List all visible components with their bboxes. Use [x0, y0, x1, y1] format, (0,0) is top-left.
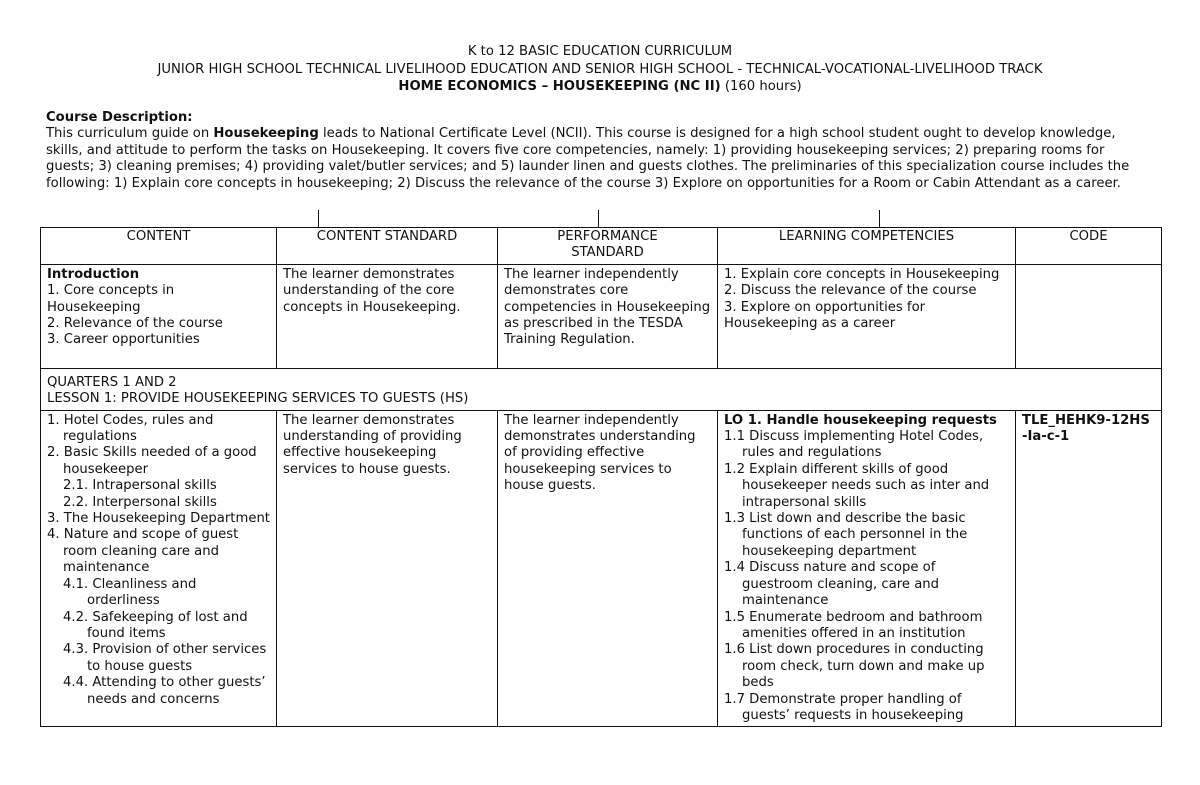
list-item: 1.1 Discuss implementing Hotel Codes, rules and regulations [724, 429, 984, 461]
lesson1-content-standard: The learner demonstrates understanding of providing effective housekeeping services to house guests. [277, 410, 498, 727]
lesson-label: LESSON 1: PROVIDE HOUSEKEEPING SERVICES TO GUESTS (HS) [47, 391, 469, 407]
col-header-learning-competencies: LEARNING COMPETENCIES [718, 228, 1016, 265]
list-item: 3. Career opportunities [47, 332, 200, 348]
quarter-label: QUARTERS 1 AND 2 [47, 374, 177, 390]
list-item: 2. Relevance of the course [47, 316, 223, 332]
intro-title: Introduction [47, 266, 140, 282]
intro-content-standard: The learner demonstrates understanding of the core concepts in Housekeeping. [277, 264, 498, 368]
column-tick-mark [598, 210, 599, 227]
list-item: 4. Nature and scope of guest room cleaning care and maintenance [47, 527, 239, 576]
table-row-introduction [41, 264, 1162, 368]
course-description-label: Course Description: [46, 110, 193, 125]
course-hours: (160 hours) [724, 79, 802, 94]
column-tick-mark [879, 210, 880, 227]
list-item: 2. Discuss the relevance of the course [724, 283, 977, 299]
col-header-content-standard: CONTENT STANDARD [277, 228, 498, 265]
col-header-content: CONTENT [41, 228, 277, 265]
list-item: 1. Core concepts in Housekeeping [47, 283, 175, 315]
list-item: 3. The Housekeeping Department [47, 511, 270, 527]
list-item: 1.3 List down and describe the basic functions of each personnel in the housekeeping department [724, 511, 968, 559]
doc-title: K to 12 BASIC EDUCATION CURRICULUM [467, 44, 733, 59]
list-item: 1.5 Enumerate bedroom and bathroom amenities offered in an institution [724, 609, 983, 641]
intro-performance-standard: The learner independently demonstrates core competencies in Housekeeping as prescribed in the TESDA Training Regulation. [498, 264, 718, 368]
column-tick-mark [318, 210, 319, 227]
list-item: 2. Basic Skills needed of a good housekeeper [47, 445, 257, 477]
col-header-code: CODE [1016, 228, 1162, 265]
intro-competencies-cell [718, 264, 1016, 368]
list-item: 2.2. Interpersonal skills [63, 494, 217, 510]
list-item: 1.2 Explain different skills of good housekeeper needs such as inter and intrapersonal skills [724, 461, 990, 510]
list-item: 1.7 Demonstrate proper handling of guests’ requests in housekeeping [724, 691, 964, 723]
intro-content-cell [41, 264, 277, 368]
list-item: 4.3. Provision of other services to house guests [63, 642, 267, 674]
course-description-text: This curriculum guide on Housekeeping leads to National Certificate Level (NCII). This course is designed for a high school student ought to develop knowledge, skills, and attitude to perform the tasks on Housekeeping. It covers five core competencies, namely: 1) providing housekeeping services; 2) preparing rooms for guests; 3) cleaning premises; 4) providing valet/butler services; and 5) launder linen and guests clothes. The preliminaries of this specialization course includes the following: 1) Explain core concepts in housekeeping; 2) Discuss the relevance of the course 3) Explore on opportunities for a Room or Cabin Attendant as a career. [46, 126, 1130, 191]
learning-outcome-title: LO 1. Handle housekeeping requests [724, 412, 997, 428]
quarter-heading-row [41, 368, 1162, 410]
curriculum-table [40, 227, 1162, 727]
doc-course-title [0, 79, 1200, 95]
list-item: 1.6 List down procedures in conducting room check, turn down and make up beds [724, 642, 985, 691]
course-description [46, 110, 1156, 192]
lesson1-competencies-cell [718, 410, 1016, 727]
list-item: 1. Hotel Codes, rules and regulations [47, 412, 214, 445]
intro-code [1016, 264, 1162, 368]
lesson1-performance-standard: The learner independently demonstrates understanding of providing effective housekeeping services to house guests. [498, 410, 718, 727]
list-item: 4.1. Cleanliness and orderliness [63, 576, 197, 609]
col-header-performance-standard: PERFORMANCE STANDARD [498, 228, 718, 265]
list-item: 4.4. Attending to other guests’ needs and concerns [63, 675, 266, 707]
lesson1-code: TLE_HEHK9-12HS-Ia-c-1 [1016, 410, 1162, 727]
list-item: 4.2. Safekeeping of lost and found items [63, 609, 248, 641]
table-header-row [41, 228, 1162, 265]
list-item: 1. Explain core concepts in Housekeeping [724, 266, 1000, 282]
doc-subtitle: JUNIOR HIGH SCHOOL TECHNICAL LIVELIHOOD EDUCATION AND SENIOR HIGH SCHOOL - TECHNICAL-VOCATIONAL-LIVELIHOOD TRACK [157, 62, 1043, 77]
table-row-lesson1 [41, 410, 1162, 727]
lesson1-content-cell [41, 410, 277, 727]
course-name: HOME ECONOMICS – HOUSEKEEPING (NC II) [398, 79, 721, 94]
list-item: 1.4 Discuss nature and scope of guestroom cleaning, care and maintenance [724, 560, 940, 609]
list-item: 3. Explore on opportunities for Housekeeping as a career [724, 299, 926, 332]
list-item: 2.1. Intrapersonal skills [63, 478, 217, 494]
